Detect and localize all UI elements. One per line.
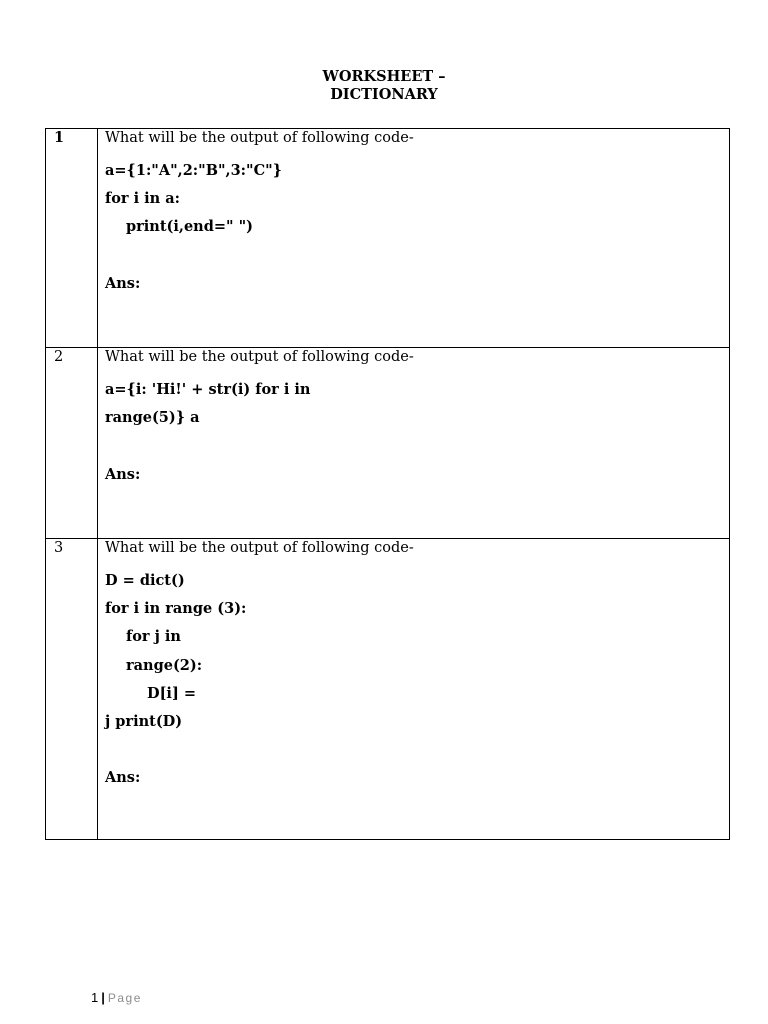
code-line: range(5)} a [105,409,200,427]
code-line: range(2): [126,656,203,674]
code-line: for j in [126,628,181,646]
question-row-3 [46,539,730,840]
question-prompt: What will be the output of following code- [105,349,414,365]
questions-table [45,128,730,840]
worksheet-title [0,68,768,104]
blank-line [105,242,729,270]
code-line: for i in a: [105,190,180,208]
answer-label: Ans: [105,274,141,292]
question-number: 1 [46,129,98,348]
code-line: D = dict() [105,572,185,589]
footer-separator: | [101,990,105,1005]
question-content [98,129,730,348]
blank-line [105,736,729,764]
title-line-2: DICTIONARY [330,86,438,103]
question-number: 2 [46,348,98,539]
page-footer [91,990,142,1005]
answer-label: Ans: [105,769,141,787]
answer-label: Ans: [105,465,141,483]
code-line: j print(D) [105,712,183,730]
code-line: D[i] = [147,684,197,702]
code-line: print(i,end=" ") [126,218,254,236]
page-number: 1 [91,990,99,1005]
blank-line [105,432,729,460]
code-line: for i in range (3): [105,600,247,618]
question-prompt: What will be the output of following code- [105,540,414,556]
question-content [98,348,730,539]
code-line: a={1:"A",2:"B",3:"C"} [105,162,282,179]
question-prompt: What will be the output of following code- [105,130,414,146]
question-content [98,539,730,840]
title-line-1: WORKSHEET – [322,68,446,85]
code-line: a={i: 'Hi!' + str(i) for i in [105,381,311,398]
page-label: Page [107,991,142,1005]
question-row-1 [46,129,730,348]
question-number: 3 [46,539,98,840]
question-row-2 [46,348,730,539]
